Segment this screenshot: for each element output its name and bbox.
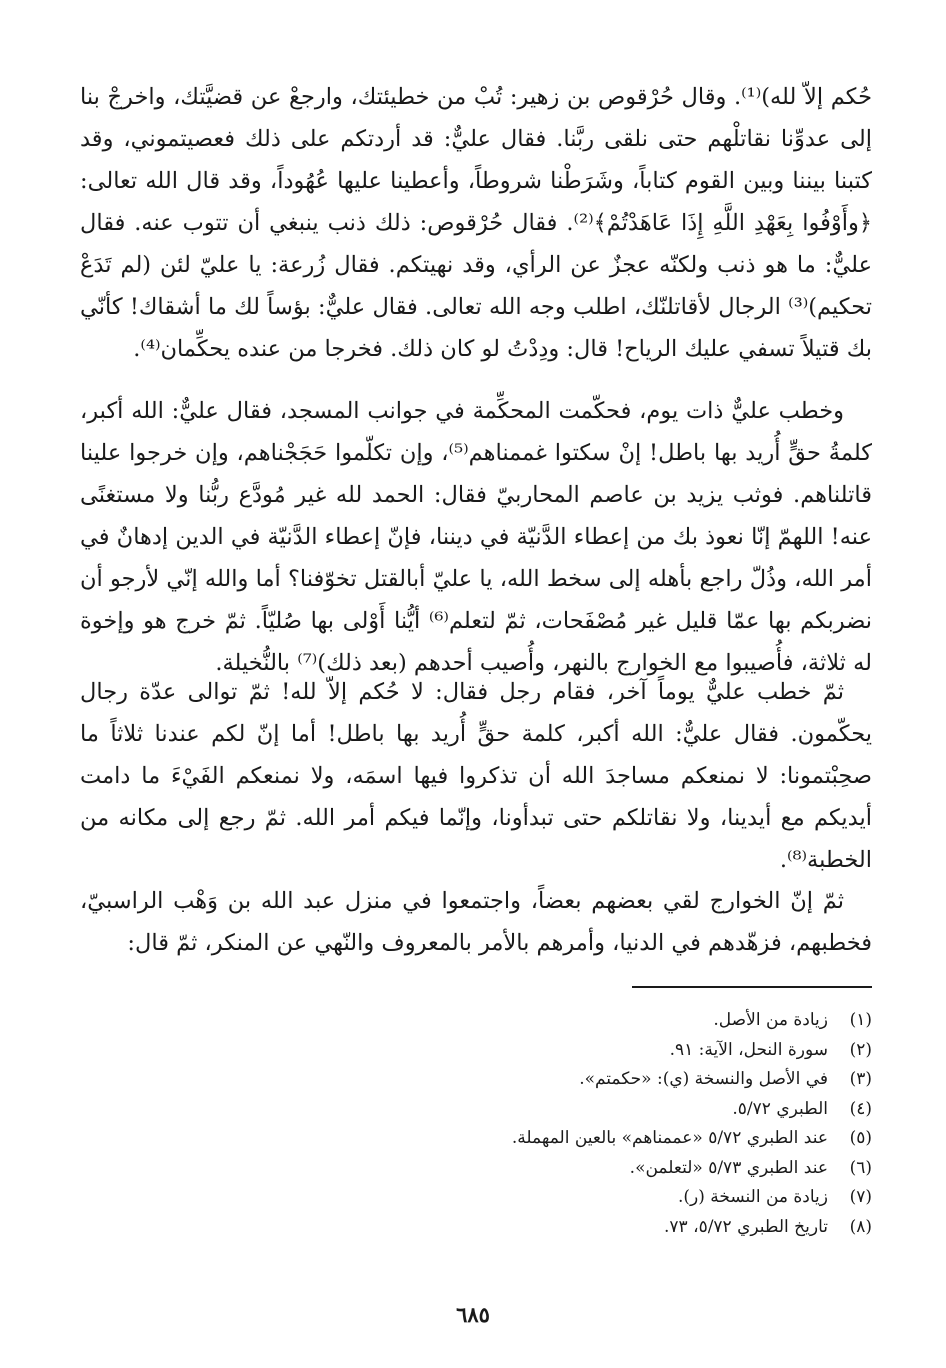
body-paragraph-2: وخطب عليٌّ ذات يوم، فحكّمت المحكِّمة في جوانب المسجد، فقال عليٌّ: الله أكبر، كلمةُ حقٍّ أُريد بها باطل! إنْ سكتوا غممناهم⁽⁵⁾، وإن تكلّموا حَجَجْناهم، وإن خرجوا علينا قاتلناهم. فوثب يزيد بن عاصم المحاربيّ فقال: الحمد لله غير مُودَّع ربُّنا ولا مستغنًى عنه! اللهمّ إنّا نعوذ بك من إعطاء الدَّنيّة في ديننا، فإنّ إعطاء الدَّنيّة في الدين إدهانٌ في أمر الله، وذُلّ راجع بأهله إلى سخط الله، يا عليّ أبالقتل تخوّفنا؟ أما والله إنّي لأرجو أن نضربكم بها عمّا قليل غير مُصْفَحات، ثمّ لتعلم⁽⁶⁾ أيُّنا أَوْلى بها صُليّاً. ثمّ خرج هو وإخوة له ثلاثة، فأُصيبوا مع الخوارج بالنهر، وأُصيب أحدهم (بعد ذلك)⁽⁷⁾ بالنُّخيلة. bbox=[80, 398, 872, 676]
footnote-text: عند الطبري ٥/٧٣ «لتعلمن». bbox=[629, 1157, 828, 1178]
body-paragraph-1: حُكم إلاّ لله)⁽¹⁾. وقال حُرْقوص بن زهير: تُبْ من خطيئتك، وارجعْ عن قضيَّتك، واخرجْ بنا إلى عدوِّنا نقاتلْهم حتى نلقى ربَّنا. فقال عليٌّ: قد أردتكم على ذلك فعصيتموني، وقد كتبنا بيننا وبين القوم كتاباً، وشَرَطْنا شروطاً، وأعطينا عليها عُهُوداً، وقد قال الله تعالى: ﴿وأَوْفُوا بِعَهْدِ اللَّهِ إِذَا عَاهَدْتُمْ﴾⁽²⁾. فقال حُرْقوص: ذلك ذنب ينبغي أن تتوب عنه. فقال عليٌّ: ما هو ذنب ولكنّه عجزٌ عن الرأي، وقد نهيتكم. فقال زُرعة: يا عليّ لئن (لم تَدَعْ تحكيم)⁽³⁾ الرجال لأقاتلنّك، اطلب وجه الله تعالى. فقال عليٌّ: بؤساً لك ما أشقاك! كأنّي بك قتيلاً تسفي عليك الرياح! قال: ودِدْتُ لو كان ذلك. فخرجا من عنده يحكِّمان⁽⁴⁾. bbox=[80, 84, 873, 362]
footnote-5 bbox=[332, 1124, 872, 1154]
footnote-number: (٣) bbox=[849, 1069, 872, 1089]
footnote-2 bbox=[332, 1036, 872, 1066]
footnote-separator bbox=[632, 986, 872, 988]
footnote-text: زيادة من الأصل. bbox=[713, 1010, 828, 1030]
footnote-number: (٥) bbox=[849, 1128, 872, 1148]
footnote-text: عند الطبري ٥/٧٢ «عممناهم» بالعين المهملة. bbox=[511, 1128, 828, 1148]
footnote-text: الطبري ٥/٧٢. bbox=[732, 1098, 828, 1119]
footnote-4 bbox=[332, 1095, 872, 1125]
footnote-6 bbox=[332, 1154, 872, 1184]
footnote-1 bbox=[332, 1006, 872, 1036]
footnote-number: (٢) bbox=[849, 1039, 872, 1060]
footnote-number: (١) bbox=[849, 1010, 872, 1030]
footnote-7 bbox=[332, 1183, 872, 1213]
footnote-text: سورة النحل، الآية: ٩١. bbox=[669, 1039, 828, 1060]
footnote-number: (٨) bbox=[849, 1216, 872, 1237]
footnote-8 bbox=[332, 1213, 872, 1243]
footnote-text: تاريخ الطبري ٥/٧٢، ٧٣. bbox=[664, 1216, 828, 1237]
footnote-text: في الأصل والنسخة (ي): «حكمتم». bbox=[579, 1069, 828, 1089]
body-paragraph-3: ثمّ خطب عليٌّ يوماً آخر، فقام رجل فقال: لا حُكم إلاّ لله! ثمّ توالى عدّة رجال يحكّمون. فقال عليٌّ: الله أكبر، كلمة حقٍّ أُريد بها باطل! أما إنّ لكم عندنا ثلاثاً ما صحِبْتمونا: لا نمنعكم مساجدَ الله أن تذكروا فيها اسمَه، ولا نمنعكم الفَيْءَ ما دامت أيديكم مع أيدينا، ولا نقاتلكم حتى تبدأونا، وإنّما فيكم أمر الله. ثمّ رجع إلى مكانه من الخطبة⁽⁸⁾. bbox=[80, 679, 872, 873]
footnote-number: (٤) bbox=[849, 1098, 872, 1119]
page-number: ٦٨٥ bbox=[456, 1302, 490, 1327]
footnote-3 bbox=[332, 1065, 872, 1095]
footnote-number: (٧) bbox=[849, 1187, 872, 1207]
body-paragraph-4: ثمّ إنّ الخوارج لقي بعضهم بعضاً، واجتمعوا في منزل عبد الله بن وَهْب الراسبيّ، فخطبهم، فزهّدهم في الدنيا، وأمرهم بالأمر بالمعروف والنّهي عن المنكر، ثمّ قال: bbox=[80, 888, 872, 956]
footnote-number: (٦) bbox=[849, 1157, 872, 1178]
footnotes-list bbox=[332, 1006, 872, 1242]
footnote-text: زيادة من النسخة (ر). bbox=[677, 1187, 828, 1207]
